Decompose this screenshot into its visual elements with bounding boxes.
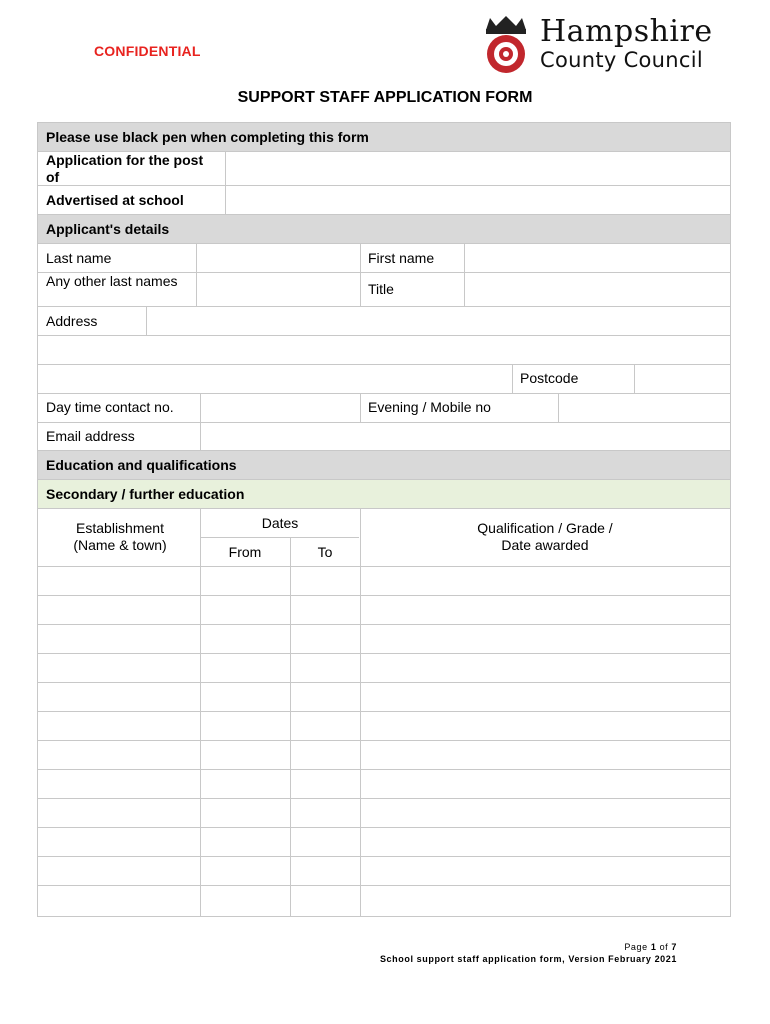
daytime-contact-label: Day time contact no. [46, 399, 174, 415]
page-current: 1 [650, 942, 657, 952]
address-field-line2[interactable] [38, 336, 730, 364]
version-footer: School support staff application form, Version February 2021 [379, 954, 677, 964]
evening-mobile-field[interactable] [559, 394, 730, 422]
page-of: of [659, 942, 669, 952]
education-entries-area[interactable] [38, 567, 730, 916]
evening-mobile-label: Evening / Mobile no [368, 399, 491, 415]
postcode-label: Postcode [520, 370, 579, 386]
education-heading: Education and qualifications [46, 457, 237, 473]
logo-text-county-council: County Council [540, 48, 704, 72]
logo-text-hampshire: Hampshire [540, 14, 713, 49]
address-field-line3[interactable] [38, 365, 512, 393]
address-field-line1[interactable] [147, 307, 730, 335]
title-label: Title [368, 281, 394, 297]
column-from: From [228, 544, 262, 560]
last-name-label: Last name [46, 250, 112, 266]
applicant-details-heading: Applicant's details [46, 221, 170, 237]
advertised-at-school-label: Advertised at school [46, 192, 184, 208]
instruction-text: Please use black pen when completing this form [46, 129, 369, 145]
last-name-field[interactable] [197, 244, 360, 272]
address-label: Address [46, 313, 98, 329]
email-label: Email address [46, 428, 135, 444]
daytime-contact-field[interactable] [201, 394, 360, 422]
application-for-post-field[interactable] [226, 152, 730, 185]
column-establishment: Establishment (Name & town) [73, 520, 167, 553]
other-last-names-label: Any other last names [46, 273, 178, 289]
title-field[interactable] [465, 273, 730, 306]
advertised-at-school-field[interactable] [226, 186, 730, 214]
secondary-education-heading: Secondary / further education [46, 486, 245, 502]
column-dates: Dates [261, 515, 299, 531]
page-number [624, 942, 677, 952]
rose-crown-icon [480, 14, 532, 76]
column-qualification: Qualification / Grade / Date awarded [477, 520, 613, 553]
first-name-field[interactable] [465, 244, 730, 272]
column-to: To [317, 544, 333, 560]
page-prefix: Page [624, 942, 648, 952]
email-field[interactable] [201, 423, 730, 450]
confidential-label: CONFIDENTIAL [94, 43, 201, 59]
page-total: 7 [671, 942, 677, 952]
first-name-label: First name [368, 250, 435, 266]
postcode-field[interactable] [635, 365, 730, 393]
application-for-post-label: Application for the post of [46, 152, 204, 185]
form-title: SUPPORT STAFF APPLICATION FORM [237, 89, 533, 106]
other-last-names-field[interactable] [197, 273, 360, 306]
